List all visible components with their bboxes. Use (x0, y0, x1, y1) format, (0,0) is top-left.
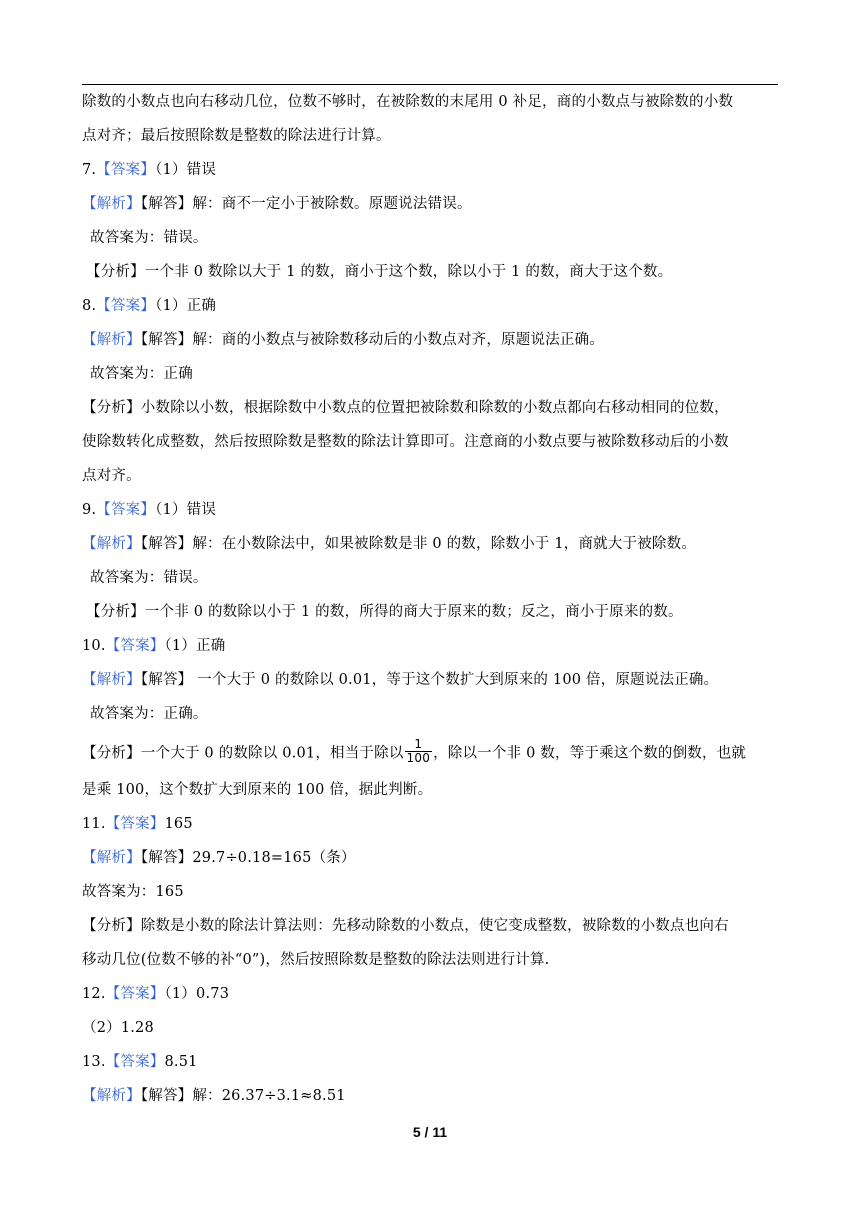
text-line: 点对齐；最后按照除数是整数的除法进行计算。 (82, 128, 391, 144)
q13-solution: 【解析】【解答】解：26.37÷3.1≈8.51 (82, 1088, 346, 1104)
analysis-tag: 【解析】 (82, 850, 141, 866)
q10-answer: 10.【答案】（1）正确 (82, 638, 226, 654)
answer-tag: 【答案】 (96, 162, 156, 178)
q11-final: 故答案为：165 (82, 884, 184, 900)
answer-tag: 【答案】 (105, 986, 165, 1002)
q12-answer: 12.【答案】（1）0.73 (82, 986, 230, 1002)
analysis-tag: 【解析】 (82, 196, 141, 212)
page-number: 5 / 11 (412, 1124, 448, 1140)
q7-analysis: 【分析】一个非 0 数除以大于 1 的数，商小于这个数，除以小于 1 的数，商大于这个数。 (86, 264, 673, 280)
q8-solution: 【解析】【解答】解：商的小数点与被除数移动后的小数点对齐，原题说法正确。 (82, 332, 604, 348)
q8-answer: 8.【答案】（1）正确 (82, 298, 217, 314)
fraction: $\frac{1}{100}$ (406, 737, 431, 765)
q10-analysis-2: 是乘 100，这个数扩大到原来的 100 倍，据此判断。 (82, 782, 433, 798)
q12-answer-2: （2）1.28 (82, 1020, 154, 1036)
q10-final: 故答案为：正确。 (90, 706, 208, 722)
q8-analysis-2: 使除数转化成整数，然后按照除数是整数的除法计算即可。注意商的小数点要与被除数移动后的小数 (82, 434, 729, 450)
header-rule (82, 84, 778, 85)
q8-analysis-1: 【分析】小数除以小数，根据除数中小数点的位置把被除数和除数的小数点都向右移动相同的位数， (82, 400, 729, 416)
q8-final: 故答案为：正确 (90, 366, 193, 382)
answer-tag: 【答案】 (96, 502, 156, 518)
analysis-tag: 【解析】 (82, 672, 141, 688)
q9-solution: 【解析】【解答】解：在小数除法中，如果被除数是非 0 的数，除数小于 1，商就大于被除数。 (82, 536, 697, 552)
answer-tag: 【答案】 (105, 816, 165, 832)
q7-answer: 7.【答案】（1）错误 (82, 162, 217, 178)
q7-final: 故答案为：错误。 (90, 230, 208, 246)
q11-solution: 【解析】【解答】29.7÷0.18=165（条） (82, 850, 356, 866)
analysis-tag: 【解析】 (82, 332, 141, 348)
q10-solution: 【解析】【解答】 一个大于 0 的数除以 0.01，等于这个数扩大到原来的 100 倍，原题说法正确。 (82, 672, 719, 688)
answer-tag: 【答案】 (105, 638, 165, 654)
q9-analysis: 【分析】一个非 0 的数除以小于 1 的数，所得的商大于原来的数；反之，商小于原来的数。 (86, 604, 683, 620)
answer-tag: 【答案】 (96, 298, 156, 314)
q7-solution: 【解析】【解答】解：商不一定小于被除数。原题说法错误。 (82, 196, 472, 212)
q11-analysis-2: 移动几位(位数不够的补“0”)，然后按照除数是整数的除法法则进行计算. (82, 952, 550, 968)
answer-tag: 【答案】 (105, 1054, 165, 1070)
q13-answer: 13.【答案】8.51 (82, 1054, 198, 1070)
analysis-tag: 【解析】 (82, 536, 141, 552)
q9-final: 故答案为：错误。 (90, 570, 208, 586)
q10-analysis-1: 【分析】一个大于 0 的数除以 0.01，相当于除以 $\frac{1}{100}$ ，除以一个非 0 数，等于乘这个数的倒数，也就 (82, 737, 747, 765)
q11-analysis-1: 【分析】除数是小数的除法计算法则：先移动除数的小数点，使它变成整数，被除数的小数点也向右 (82, 918, 729, 934)
analysis-tag: 【解析】 (82, 1088, 141, 1104)
q11-answer: 11.【答案】165 (82, 816, 193, 832)
text-line: 除数的小数点也向右移动几位，位数不够时，在被除数的末尾用 0 补足，商的小数点与被除数的小数 (82, 94, 734, 110)
q9-answer: 9.【答案】（1）错误 (82, 502, 217, 518)
q8-analysis-3: 点对齐。 (82, 468, 141, 484)
